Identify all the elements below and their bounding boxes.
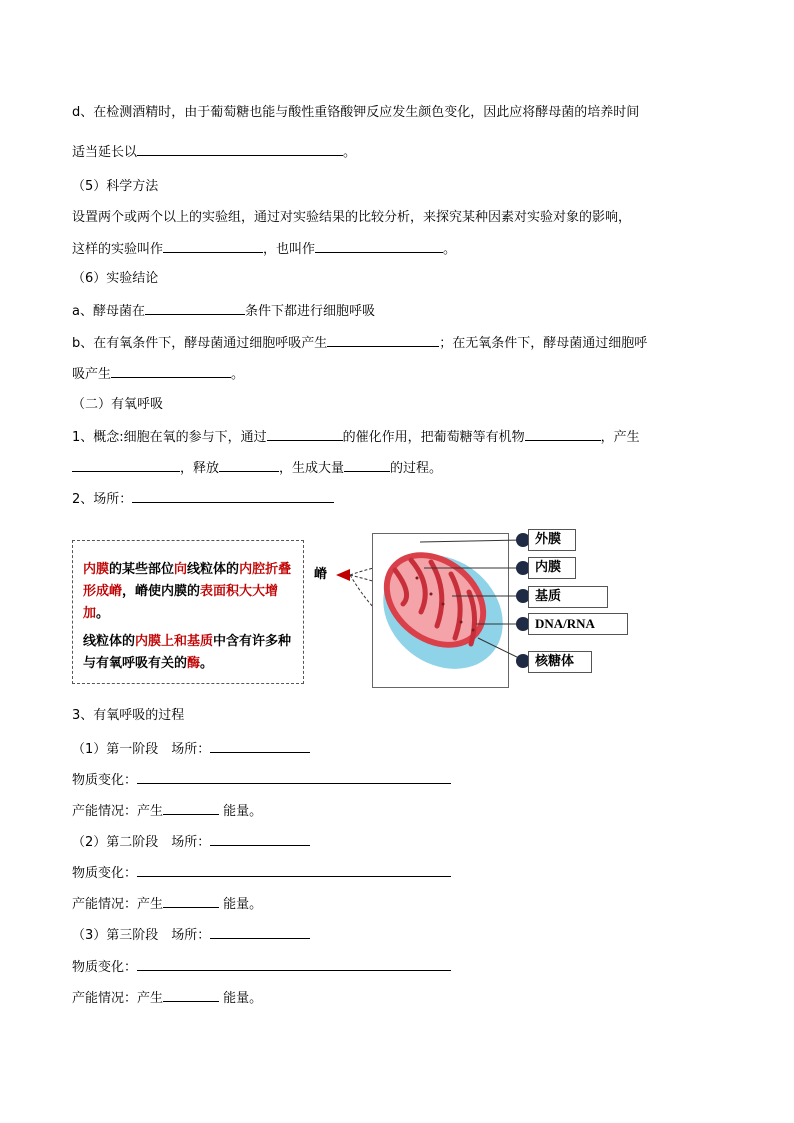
blank-decompose[interactable] (525, 427, 601, 441)
blank-anaerobic-products[interactable] (111, 364, 231, 378)
stage2-label: （2）第二阶段 场所： (72, 835, 211, 850)
energy-label: 产能情况：产生 (72, 897, 164, 912)
concept-l2-c: 的过程。 (390, 461, 443, 476)
blank-atp[interactable] (344, 458, 390, 472)
callout-paragraph-1 (83, 559, 295, 625)
blank-stage1-energy[interactable] (163, 801, 219, 815)
material-label: 物质变化： (72, 773, 138, 788)
stage1-site (72, 739, 310, 759)
stage3-site (72, 925, 310, 945)
material-label: 物质变化： (72, 960, 138, 975)
aerobic-heading: （二）有氧呼吸 (72, 397, 164, 412)
blank-stage3-material[interactable] (137, 957, 451, 971)
blank-conditions[interactable] (145, 301, 245, 315)
energy-label: 产能情况：产生 (72, 991, 164, 1006)
callout-text: 。 (96, 606, 110, 621)
callout-term-surface-area: 表面积大大增加 (83, 584, 279, 621)
conclusion-a-pre: a、酵母菌在 (72, 304, 145, 319)
energy-suffix: 能量。 (219, 991, 263, 1006)
blank-products[interactable] (72, 458, 180, 472)
stage1-material (72, 770, 451, 790)
blank-enzyme[interactable] (267, 427, 343, 441)
label-outer-membrane: 外膜 (528, 529, 576, 551)
concept-mid1: 的催化作用，把葡萄糖等有机物 (342, 430, 525, 445)
conclusion-b-end: 。 (231, 367, 245, 382)
process-heading: 3、有氧呼吸的过程 (72, 708, 185, 723)
callout-text: 的某些部位 (109, 562, 175, 577)
item-d-line2 (72, 142, 356, 162)
stage3-label: （3）第三阶段 场所： (72, 928, 211, 943)
blank-experiment-name-1[interactable] (163, 239, 263, 253)
callout-term-cristae: 内腔折叠形成嵴 (83, 562, 292, 599)
blank-stage2-energy[interactable] (163, 894, 219, 908)
label-dna-rna: DNA/RNA (528, 613, 628, 635)
section5-text-c: 。 (443, 242, 457, 257)
energy-suffix: 能量。 (219, 897, 263, 912)
conclusion-b-line2 (72, 364, 244, 384)
callout-term-inner-membrane: 内膜 (83, 562, 110, 577)
blank-site[interactable] (132, 489, 334, 503)
blank-stage1-site[interactable] (210, 739, 310, 753)
blank-stage2-site[interactable] (210, 832, 310, 846)
callout-text: 中含有许多种与有氧呼吸有关的 (83, 634, 292, 671)
conclusion-b-line2-text: 吸产生 (72, 367, 112, 382)
conclusion-a-post: 条件下都进行细胞呼吸 (244, 304, 375, 319)
conclusion-b-pre: b、在有氧条件下，酵母菌通过细胞呼吸产生 (72, 336, 328, 351)
material-label: 物质变化： (72, 866, 138, 881)
cristae-arrowhead (336, 569, 350, 581)
item-d-line1: d、在检测酒精时，由于葡萄糖也能与酸性重铬酸钾反应发生颜色变化，因此应将酵母菌的培养时间 (72, 105, 640, 120)
blank-d[interactable] (137, 142, 343, 156)
conclusion-a (72, 301, 375, 321)
callout-text: 线粒体的 (83, 634, 136, 649)
blank-energy[interactable] (219, 458, 279, 472)
stage2-material (72, 863, 451, 883)
section5-text-a: 这样的实验叫作 (72, 242, 164, 257)
pointer-outer-membrane (420, 540, 523, 542)
callout-paragraph-2 (83, 631, 295, 675)
blank-aerobic-products[interactable] (327, 333, 439, 347)
callout-term-membrane-matrix: 内膜上和基质 (135, 634, 214, 649)
blank-experiment-name-2[interactable] (315, 239, 443, 253)
blank-stage3-site[interactable] (210, 925, 310, 939)
stage3-material (72, 957, 451, 977)
label-pointer-lines (380, 530, 530, 670)
section5-line1: 设置两个或两个以上的实验组，通过对实验结果的比较分析，来探究某种因素对实验对象的影响， (72, 210, 632, 225)
section5-line2 (72, 239, 456, 259)
concept-pre: 1、概念:细胞在氧的参与下，通过 (72, 430, 267, 445)
conclusion-b-line1 (72, 333, 647, 353)
concept-l2-a: ，释放 (180, 461, 220, 476)
section6-heading: （6）实验结论 (72, 271, 159, 286)
site-line (72, 489, 334, 509)
mitochondria-callout (72, 540, 304, 684)
section5-text-b: ，也叫作 (263, 242, 316, 257)
energy-label: 产能情况：产生 (72, 804, 164, 819)
label-inner-membrane: 内膜 (528, 557, 576, 579)
stage1-energy (72, 801, 262, 821)
blank-stage3-energy[interactable] (163, 988, 219, 1002)
concept-line1 (72, 427, 640, 447)
item-d-text: 适当延长以 (72, 145, 138, 160)
stage2-energy (72, 894, 262, 914)
section5-heading: （5）科学方法 (72, 179, 159, 194)
stage1-label: （1）第一阶段 场所： (72, 742, 211, 757)
stage2-site (72, 832, 310, 852)
site-label: 2、场所： (72, 492, 133, 507)
callout-text: 。 (200, 656, 214, 671)
callout-term-enzyme: 酶 (187, 656, 201, 671)
blank-stage1-material[interactable] (137, 770, 451, 784)
stage3-energy (72, 988, 262, 1008)
label-ribosome: 核糖体 (528, 651, 592, 673)
label-matrix: 基质 (528, 586, 608, 608)
concept-mid2: ，产生 (600, 430, 640, 445)
concept-line2 (72, 458, 442, 478)
callout-text: ，嵴使内膜的 (122, 584, 201, 599)
callout-term-toward: 向 (174, 562, 188, 577)
conclusion-b-mid: ；在无氧条件下，酵母菌通过细胞呼 (439, 336, 648, 351)
item-d-end: 。 (343, 145, 357, 160)
concept-l2-b: ，生成大量 (279, 461, 345, 476)
cristae-label: 嵴 (314, 567, 328, 582)
energy-suffix: 能量。 (219, 804, 263, 819)
callout-text: 线粒体的 (187, 562, 240, 577)
blank-stage2-material[interactable] (137, 863, 451, 877)
